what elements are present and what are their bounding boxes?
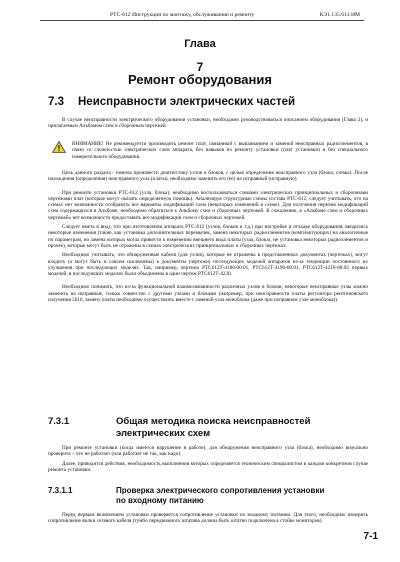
chapter-title: Ремонт оборудования (128, 72, 272, 87)
chapter-word: Глава (184, 38, 216, 50)
header-left-text: РТС-612 Инструкции по монтажу, обслуживанию и ремонту (110, 12, 255, 18)
paragraph: Далее, приводится действия, необходимость выполнения которых определяется техническим специалистом в каждом конкретном случае ремонта установки. (48, 460, 368, 473)
subsubsection-number: 7.3.1.1 (48, 486, 73, 495)
paragraph: Перед первым включением установки проверяется сопротивление установки по входному питанию. Для этого, необходимо измерить сопротивление вилки сетевого кабеля (тумбо передвижного штатива должна быть штатно подключена к стойке мониторов). (48, 512, 368, 525)
final-text (48, 512, 368, 528)
paragraph: При ремонте установки РТС-612 (узла, блока), необходимо воспользоваться схемами электрических принципиальных и сборочными чертежами плат (которые могут оказать определенную помощь). Анализируя структурные схемы состава РТС-612, следует учитывать, что на схемах нет возможности отобразить все варианты модификаций схем (некоторых изменений в схеме). Для получения перечня модификаций схем содержащихся в Альбоме, необходимо обратиться к Альбому схем и сборочных чертежей. К сожалению, в «Альбоме схем и сборочных чертежей» нет возможности предоставить все модификации схем и сборочных чертежей. (48, 189, 368, 221)
intro-block (48, 117, 368, 133)
warning-icon (52, 141, 66, 153)
chapter-number: 7 (196, 60, 204, 74)
paragraph: Цель данного раздела - помочь произвести диагностику узлов и блоков, с целью определения неисправного узла (блока, схемы). После нахождения (определения) неисправного узла (платы), необходимо заменить его (ее) на исправный (исправную). (48, 170, 368, 183)
subsection-number: 7.3.1 (48, 416, 70, 427)
paragraph: Необходимо учитывать, что обнаруженные кабели (для узлов), которые не отражены в представленных документах (чертежах), могут входить (а могут быть и совсем исключены) в документы (чертежи) последующих моделей аппаратов из-за тенденции постоянного их улучшения при последующих моделях. Так, например, чертежи РТС612Т-4180-00.01, РТС612Т-4190-00.01, РТС612Т-4210-00.02 первых моделей, в последующих моделях были объединены в один чертеж РТС612Т-4220. (48, 252, 368, 278)
main-text (48, 170, 368, 306)
intro-paragraph: В случае неисправности электрического оборудования установки, необходимо руководствоваться описанием оборудования (Глава 2), и прилагаемым Альбомом схем и сборочным чертежей. (48, 117, 368, 130)
running-header (40, 8, 364, 21)
warning-text: ВНИМАНИЕ! Не рекомендуется производить ремонт плат, связанный с выпаиванием и заменой неисправных радиоэлементов, в связи со сложностью электрических схем аппарата, без навыков по ремонту установки (плат установки) и без специального измерительного оборудования. (72, 141, 368, 160)
subsubsection-title-line1: Проверка электрического сопротивления установки (116, 486, 325, 495)
subsubsection-title-line2: по входному питанию (116, 496, 204, 505)
subsection-text (48, 445, 368, 476)
warning-block (52, 141, 368, 160)
paragraph: Следует иметь в виду, что при изготовлении аппарата РТС-612 (узлов, блоков и т.д.) при настройке и отладке оборудования, вводились некоторые изменения (такие, как установка дополнительных перемычек, замена некоторых радиоэлементов (комплектующих) на аналогичные по параметрам, но замена которых могла привести к изменению внешнего вида платы (узла, блока), не установка некоторых радиоэлементов и прочее), которые могут быть не отражены в схемах электрических принципиальных и сборочных чертежах. (48, 224, 368, 249)
subsection-title-line2: электрических схем (116, 428, 211, 439)
section-title: Неисправности электрических частей (78, 96, 296, 108)
header-right-text: КЭ1.135.613 ИМ (319, 12, 360, 18)
page-number: 7-1 (363, 531, 378, 542)
paragraph: Необходимо понимать, что из-за функциональной взаимосвязанности различных узлов и блоков, некоторые неисправные узлы можно заменить на исправные, только совместно с другими узлами и блоками (например, при неисправности платы регулятора рентгеновского излучения 5010, замену платы необходимо осуществлять вместе с заменой узла моноблока (даже при исправном узле моноблока)). (48, 284, 368, 304)
section-heading (48, 96, 368, 110)
paragraph: При ремонте установки (когда имеется нарушение в работе), для обнаружения неисправного узла (блока), необходимо визуально проверить – что не работает (или работает не так, как надо). (48, 445, 368, 458)
subsection-title-line1: Общая методика поиска неисправностей (116, 416, 311, 427)
section-number: 7.3 (48, 96, 64, 108)
